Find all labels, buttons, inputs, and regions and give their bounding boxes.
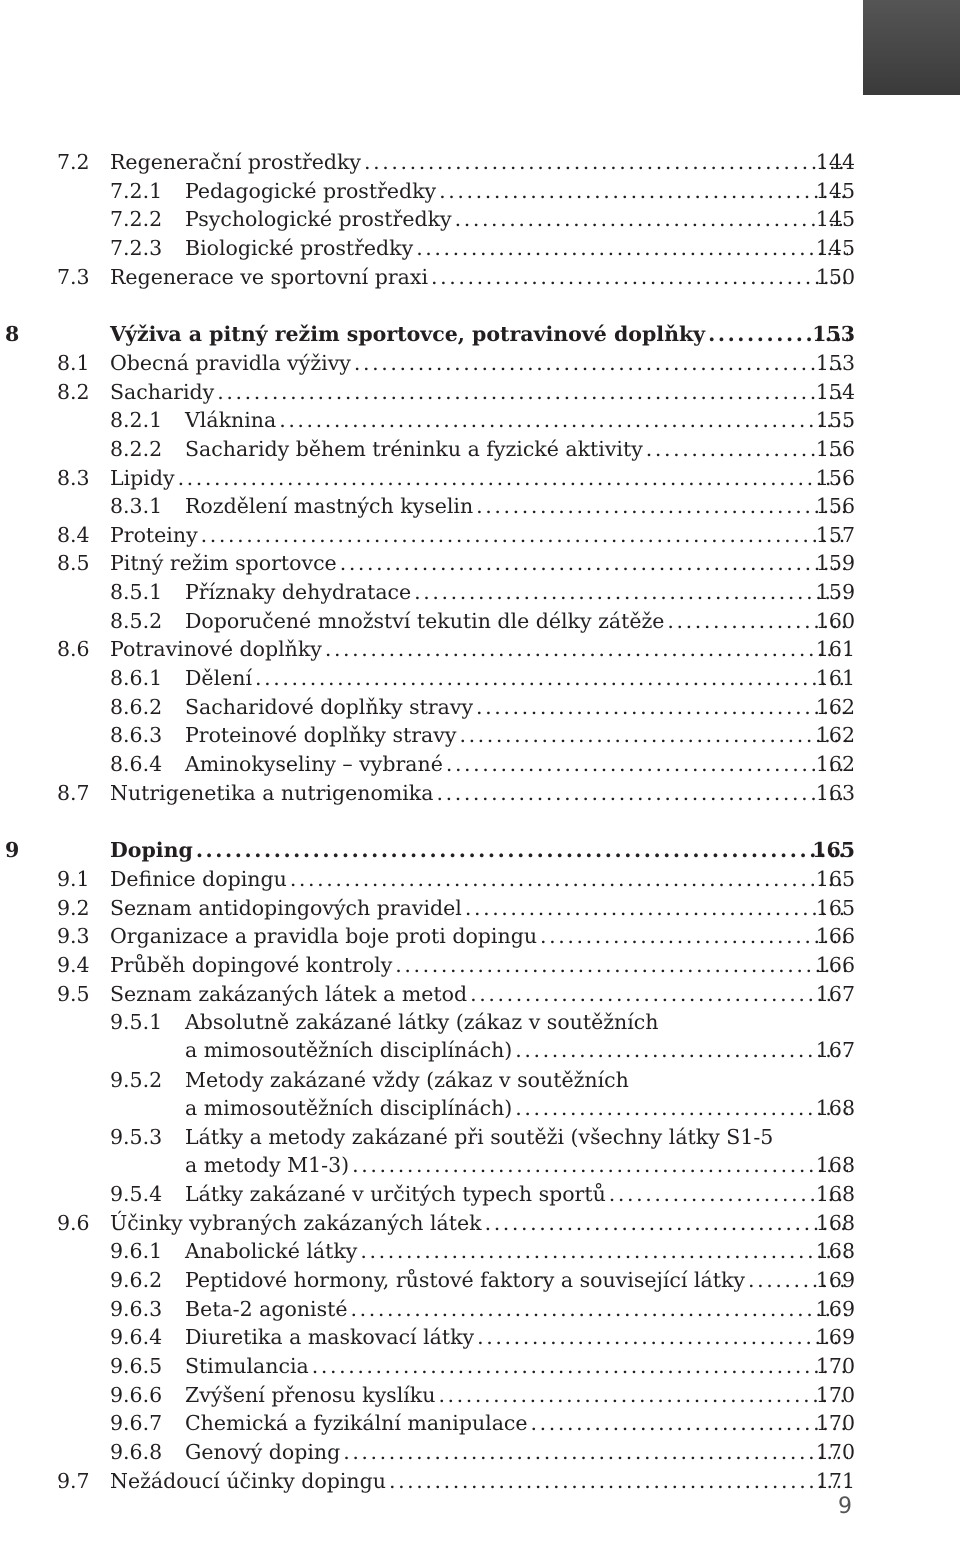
toc-entry-number: 9.6.3: [110, 1296, 163, 1321]
toc-entry-title: Látky zakázané v určitých typech sportů: [185, 1182, 606, 1207]
toc-entry[interactable]: [0, 1237, 960, 1265]
toc-entry-page: 150: [815, 264, 855, 289]
toc-entry[interactable]: [0, 492, 960, 520]
toc-entry-number: 9.5.2: [110, 1067, 163, 1092]
dot-leader: [340, 549, 848, 577]
toc-entry-title: Doporučené množství tekutin dle délky zátěže: [185, 608, 665, 633]
toc-entry-number: 8.3: [57, 465, 90, 490]
dot-leader: [178, 464, 848, 492]
toc-entry-title: Aminokyseliny – vybrané: [185, 752, 443, 776]
toc-entry[interactable]: [0, 320, 960, 348]
toc-entry-number: 9.5.4: [110, 1182, 163, 1207]
dot-leader: [455, 205, 848, 233]
toc-entry-number: 9.6.8: [110, 1439, 163, 1464]
toc-entry-title: Diuretika a maskovací látky: [185, 1325, 475, 1350]
toc-entry-page: 162: [815, 723, 855, 748]
toc-entry-number: 7.2.3: [110, 235, 163, 260]
toc-entry-title: Sacharidy během tréninku a fyzické aktivity: [185, 436, 643, 461]
toc-entry-page: 170: [815, 1439, 855, 1464]
toc-entry[interactable]: [0, 1066, 960, 1122]
toc-entry-page: 160: [815, 608, 855, 633]
toc-entry-title: Chemická a fyzikální manipulace: [185, 1411, 528, 1436]
toc-entry[interactable]: [0, 205, 960, 233]
toc-entry[interactable]: [0, 1467, 960, 1495]
toc-entry[interactable]: [0, 234, 960, 262]
toc-entry-title: Doping: [110, 838, 193, 863]
toc-entry-page: 154: [815, 379, 855, 404]
toc-entry-number: 8.7: [57, 780, 90, 805]
toc-entry-page: 156: [815, 436, 855, 461]
toc-entry-number: 9.5.1: [110, 1010, 163, 1035]
toc-entry-title: Organizace a pravidla boje proti dopingu: [110, 924, 538, 949]
toc-entry-number: 8.6.1: [110, 666, 163, 691]
toc-entry-page: 165: [812, 838, 855, 863]
toc-entry[interactable]: [0, 1008, 960, 1064]
toc-entry-number: 9.6: [57, 1210, 90, 1235]
toc-entry[interactable]: [0, 836, 960, 864]
toc-entry-title: Průběh dopingové kontroly: [110, 952, 393, 977]
toc-entry[interactable]: [0, 435, 960, 463]
dot-leader: [360, 1237, 848, 1265]
toc-entry-number: 8.6.4: [110, 752, 163, 776]
toc-entry-page: 169: [815, 1268, 855, 1293]
dot-leader: [312, 1352, 848, 1380]
toc-entry-number: 9.3: [57, 924, 90, 949]
toc-entry-number: 8.6.2: [110, 694, 163, 719]
dot-leader: [416, 234, 848, 262]
dot-leader: [290, 865, 848, 893]
toc-entry-page: 170: [815, 1354, 855, 1378]
toc-entry-number: 8.3.1: [110, 494, 163, 519]
dot-leader: [325, 635, 848, 663]
toc-entry[interactable]: [0, 177, 960, 205]
toc-entry[interactable]: [0, 578, 960, 606]
dot-leader: [279, 406, 848, 434]
toc-entry-page: 165: [815, 895, 855, 920]
toc-entry-page: 168: [815, 1239, 855, 1264]
toc-entry[interactable]: [0, 951, 960, 979]
toc-entry-title-continued: a mimosoutěžních disciplínách): [185, 1095, 513, 1120]
toc-entry[interactable]: [0, 980, 960, 1008]
toc-entry-number: 9.6.4: [110, 1325, 163, 1350]
toc-entry[interactable]: [0, 693, 960, 721]
toc-entry[interactable]: [0, 1438, 960, 1466]
toc-entry[interactable]: [0, 1409, 960, 1437]
toc-entry-page: 145: [815, 178, 855, 203]
toc-entry-title: Sacharidy: [110, 379, 215, 404]
dot-leader: [196, 836, 848, 864]
toc-entry-title: Obecná pravidla výživy: [110, 350, 351, 375]
toc-entry-number: 9: [5, 838, 20, 863]
dot-leader: [439, 177, 848, 205]
toc-entry-page: 162: [815, 752, 855, 776]
toc-entry-number: 7.2.2: [110, 207, 163, 232]
toc-entry[interactable]: [0, 750, 960, 778]
toc-entry-title: Nežádoucí účinky dopingu: [110, 1468, 386, 1493]
toc-entry-title: Absolutně zakázané látky (zákaz v soutěžních: [185, 1010, 659, 1035]
dot-leader: [201, 521, 848, 549]
toc-entry-page: 155: [815, 408, 855, 433]
toc-entry-page: 161: [815, 666, 855, 691]
toc-entry-title: Nutrigenetika a nutrigenomika: [110, 780, 434, 805]
toc-entry-number: 9.5: [57, 981, 90, 1006]
toc-entry[interactable]: [0, 721, 960, 749]
dot-leader: [343, 1438, 848, 1466]
toc-entry[interactable]: [0, 549, 960, 577]
toc-entry-number: 7.3: [57, 264, 90, 289]
dot-leader: [446, 750, 848, 778]
toc-entry-page: 162: [815, 694, 855, 719]
toc-entry-number: 9.1: [57, 866, 90, 891]
toc-entry-title-continued: a mimosoutěžních disciplínách): [185, 1038, 513, 1063]
toc-entry[interactable]: [0, 1209, 960, 1237]
toc-entry-number: 9.6.2: [110, 1268, 163, 1293]
toc-entry-title: Pedagogické prostředky: [185, 178, 437, 203]
dot-leader: [431, 263, 848, 291]
dot-leader: [477, 1323, 848, 1351]
dot-leader: [255, 664, 848, 692]
toc-entry-number: 9.6.1: [110, 1239, 163, 1264]
toc-entry-title: Beta-2 agonisté: [185, 1296, 348, 1321]
toc-entry-number: 8: [5, 322, 20, 347]
toc-entry-title: Stimulancia: [185, 1354, 309, 1378]
toc-entry-page: 168: [815, 1095, 855, 1120]
toc-entry-title: Příznaky dehydratace: [185, 580, 412, 605]
toc-entry-title: Vláknina: [185, 408, 277, 433]
toc-entry-page: 145: [815, 235, 855, 260]
toc-entry-page: 156: [815, 465, 855, 490]
toc-entry-number: 9.2: [57, 895, 90, 920]
toc-entry-page: 165: [815, 866, 855, 891]
toc-entry[interactable]: [0, 865, 960, 893]
toc-entry[interactable]: [0, 148, 960, 176]
dot-leader: [476, 492, 848, 520]
toc-entry-page: 170: [815, 1411, 855, 1436]
toc-entry-number: 9.5.3: [110, 1124, 163, 1149]
toc-entry-number: 8.2: [57, 379, 90, 404]
dot-leader: [354, 349, 848, 377]
toc-entry-title: Anabolické látky: [185, 1239, 358, 1264]
toc-entry-number: 8.5.2: [110, 608, 163, 633]
toc-entry-number: 8.6: [57, 637, 90, 662]
corner-tab: [863, 0, 960, 95]
dot-leader: [476, 693, 848, 721]
toc-entry-title-continued: a metody M1-3): [185, 1152, 350, 1177]
dot-leader: [395, 951, 848, 979]
toc-entry-title: Psychologické prostředky: [185, 207, 452, 232]
toc-entry[interactable]: [0, 1180, 960, 1208]
toc-entry[interactable]: [0, 1295, 960, 1323]
dot-leader: [436, 779, 848, 807]
toc-entry-page: 170: [815, 1382, 855, 1407]
dot-leader: [465, 894, 848, 922]
toc-entry-title: Dělení: [185, 666, 253, 691]
toc-entry[interactable]: [0, 779, 960, 807]
toc-entry-page: 168: [815, 1210, 855, 1235]
toc-entry-number: 9.6.6: [110, 1382, 163, 1407]
toc-entry-page: 168: [815, 1152, 855, 1177]
toc-entry-number: 7.2: [57, 150, 90, 174]
toc-entry-page: 169: [815, 1296, 855, 1321]
toc-entry-number: 8.1: [57, 350, 90, 375]
toc-entry[interactable]: [0, 349, 960, 377]
toc-entry-number: 8.6.3: [110, 723, 163, 748]
toc-entry-title: Biologické prostředky: [185, 235, 414, 260]
toc-entry-page: 166: [815, 952, 855, 977]
dot-leader: [389, 1467, 848, 1495]
toc-entry-number: 8.2.2: [110, 436, 163, 461]
toc-entry-title: Proteinové doplňky stravy: [185, 723, 457, 748]
dot-leader: [414, 578, 848, 606]
toc-entry-title: Seznam zakázaných látek a metod: [110, 981, 468, 1006]
toc-entry-title: Zvýšení přenosu kyslíku: [185, 1382, 436, 1407]
toc-entry-page: 153: [812, 322, 855, 347]
dot-leader: [352, 1151, 848, 1179]
toc-entry[interactable]: [0, 922, 960, 950]
toc-entry-title: Rozdělení mastných kyselin: [185, 494, 474, 519]
toc-entry-page: 166: [815, 924, 855, 949]
dot-leader: [217, 378, 848, 406]
dot-leader: [438, 1381, 848, 1409]
toc-entry-number: 9.6.5: [110, 1354, 163, 1378]
toc-entry-title: Definice dopingu: [110, 866, 287, 891]
toc-entry-title: Lipidy: [110, 465, 175, 490]
toc-entry[interactable]: [0, 1381, 960, 1409]
toc-entry-page: 163: [815, 780, 855, 805]
toc-entry-page: 156: [815, 494, 855, 519]
toc-entry-number: 9.7: [57, 1468, 90, 1493]
toc-entry-page: 167: [815, 981, 855, 1006]
toc-entry-title: Sacharidové doplňky stravy: [185, 694, 474, 719]
toc-entry-number: 9.6.7: [110, 1411, 163, 1436]
toc-entry-title: Látky a metody zakázané při soutěži (všechny látky S1-5: [185, 1124, 774, 1149]
toc-entry[interactable]: [0, 263, 960, 291]
toc-entry-title: Výživa a pitný režim sportovce, potravinové doplňky: [110, 322, 706, 347]
toc-entry-title: Regenerační prostředky: [110, 150, 362, 174]
dot-leader: [350, 1295, 848, 1323]
toc-entry-page: 168: [815, 1182, 855, 1207]
toc-entry-title: Potravinové doplňky: [110, 637, 322, 662]
toc-entry[interactable]: [0, 1352, 960, 1380]
toc-entry-title: Seznam antidopingových pravidel: [110, 895, 462, 920]
toc-entry[interactable]: [0, 894, 960, 922]
toc-entry-page: 157: [815, 522, 855, 547]
toc-entry-page: 161: [815, 637, 855, 662]
page-number: 9: [838, 1494, 852, 1519]
toc-entry[interactable]: [0, 378, 960, 406]
toc-entry-title: Regenerace ve sportovní praxi: [110, 264, 429, 289]
toc-entry-page: 153: [815, 350, 855, 375]
toc-entry[interactable]: [0, 521, 960, 549]
toc-entry-page: 144: [815, 150, 855, 174]
dot-leader: [470, 980, 848, 1008]
toc-entry-page: 159: [815, 551, 855, 576]
toc-entry-number: 8.5: [57, 551, 90, 576]
dot-leader: [459, 721, 848, 749]
toc-entry[interactable]: [0, 406, 960, 434]
toc-entry-number: 9.4: [57, 952, 90, 977]
toc-entry-number: 8.4: [57, 522, 90, 547]
toc-entry[interactable]: [0, 1123, 960, 1179]
toc-entry-page: 167: [815, 1038, 855, 1063]
toc-entry[interactable]: [0, 1323, 960, 1351]
dot-leader: [485, 1209, 848, 1237]
toc-entry[interactable]: [0, 635, 960, 663]
toc-entry-number: 8.2.1: [110, 408, 163, 433]
toc-entry-title: Genový doping: [185, 1439, 341, 1464]
toc-entry[interactable]: [0, 607, 960, 635]
toc-entry-number: 7.2.1: [110, 178, 163, 203]
toc-entry-page: 171: [815, 1468, 855, 1493]
toc-entry[interactable]: [0, 464, 960, 492]
toc-entry-title: Účinky vybraných zakázaných látek: [110, 1210, 482, 1235]
toc-entry[interactable]: [0, 664, 960, 692]
toc-entry-title: Peptidové hormony, růstové faktory a související látky: [185, 1268, 745, 1293]
dot-leader: [364, 148, 848, 176]
toc-entry[interactable]: [0, 1266, 960, 1294]
toc-entry-title: Proteiny: [110, 522, 198, 547]
toc-entry-title: Metody zakázané vždy (zákaz v soutěžních: [185, 1067, 629, 1092]
toc-entry-title: Pitný režim sportovce: [110, 551, 337, 576]
toc-entry-page: 169: [815, 1325, 855, 1350]
toc-entry-number: 8.5.1: [110, 580, 163, 605]
toc-entry-page: 145: [815, 207, 855, 232]
toc-entry-page: 159: [815, 580, 855, 605]
